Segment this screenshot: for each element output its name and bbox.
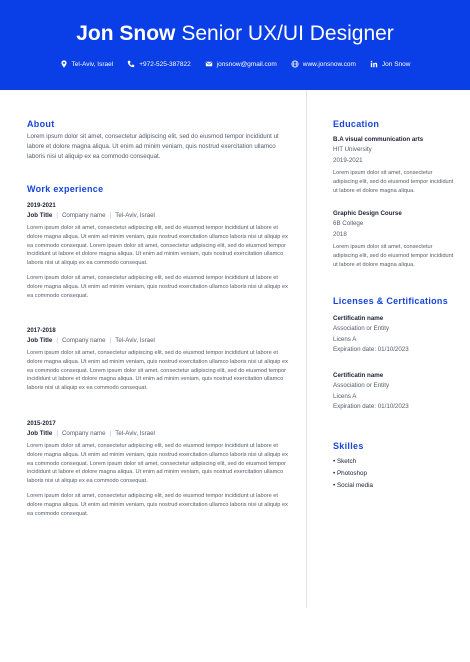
- globe-icon: [291, 60, 299, 68]
- job-description: Lorem ipsum dolor sit amet, consectetur adipiscing elit, sed do eiusmod tempor incididunt ut labore et dolore magna aliqua. Ut enim ad minim veniam, quis nostrud exercitation ullamco laboris nisi ut aliquip ex ea commodo consequat.: [27, 275, 288, 299]
- contact-email-text: jonsnow@gmail.com: [216, 60, 277, 68]
- education-degree: Graphic Design Course: [333, 210, 402, 217]
- job-title: Job Title: [27, 337, 53, 344]
- license-item: [333, 315, 458, 356]
- job-location: Tel-Aviv, Israel: [115, 337, 155, 344]
- separator: |: [109, 337, 112, 344]
- separator: |: [109, 212, 112, 219]
- about-text: Lorem ipsum dolor sit amet, consectetur adipiscing elit, sed do eiusmod tempor incididunt ut labore et dolore magna aliqua. Ut enim ad minim veniam, quis nostrud exercitation ullamco laboris nisi ut aliquip ex ea commodo consequat.: [27, 133, 279, 160]
- job-description: Lorem ipsum dolor sit amet, consectetur adipiscing elit, sed do eiusmod tempor incididunt ut labore et dolore magna aliqua. Ut enim ad minim veniam, quis nostrud exercitation ullamco laboris nisi ut aliquip ex ea commodo consequat. Lorem ipsum dolor sit amet, consectetur adipiscing elit, sed do eiusmod tempor incididunt ut labore et dolore magna aliqua. Ut enim ad minim veniam, quis nostrud exercitation ullamco laboris nisi ut aliquip ex ea commodo consequat.: [27, 350, 288, 392]
- education-school: 6B College: [333, 220, 364, 227]
- job-company: Company name: [61, 337, 106, 344]
- job-dates: 2017-2018: [27, 328, 56, 334]
- license-expiration: Expiration date: 01/10/2023: [333, 403, 409, 411]
- contact-linkedin: [370, 60, 411, 68]
- about-section: [27, 119, 289, 162]
- name-row: [0, 22, 470, 46]
- job-entry: [27, 328, 289, 393]
- contact-website: [291, 60, 356, 68]
- job-description: Lorem ipsum dolor sit amet, consectetur adipiscing elit, sed do eiusmod tempor incididunt ut labore et dolore magna aliqua. Ut enim ad minim veniam, quis nostrud exercitation ullamco laboris nisi ut aliquip ex ea commodo consequat. Lorem ipsum dolor sit amet, consectetur adipiscing elit, sed do eiusmod tempor incididunt ut labore et dolore magna aliqua. Ut enim ad minim veniam, quis nostrud exercitation ullamco laboris nisi ut aliquip ex ea commodo consequat.: [27, 225, 288, 267]
- job-location: Tel-Aviv, Israel: [115, 430, 155, 437]
- education-years: 2018: [333, 230, 347, 238]
- education-text: Lorem ipsum dolor sit amet, consectetur adipiscing elit, sed do eiusmod tempor incididunt ut labore et dolore magna aliqua.: [333, 170, 454, 194]
- license-issuer: Association or Entity: [333, 382, 390, 389]
- column-divider: [306, 90, 307, 608]
- about-heading: About: [27, 119, 55, 129]
- separator: |: [56, 212, 58, 219]
- licenses-section: [333, 296, 463, 306]
- job-description: Lorem ipsum dolor sit amet, consectetur adipiscing elit, sed do eiusmod tempor incididunt ut labore et dolore magna aliqua. Ut enim ad minim veniam, quis nostrud exercitation ullamco laboris nisi ut aliquip ex ea commodo consequat. Lorem ipsum dolor sit amet, consectetur adipiscing elit, sed do eiusmod tempor incididunt ut labore et dolore magna aliqua. Ut enim ad minim veniam, quis nostrud exercitation ullamco laboris nisi ut aliquip ex ea commodo consequat.: [27, 443, 288, 485]
- contact-website-text: www.jonsnow.com: [302, 60, 356, 68]
- job-dates: 2019-2021: [27, 203, 56, 209]
- skill-item: • Social media: [333, 481, 374, 489]
- contact-bar: [0, 60, 470, 68]
- job-title: Job Title: [27, 212, 53, 219]
- job-company: Company name: [61, 212, 106, 219]
- contact-linkedin-text: Jon Snow: [381, 60, 411, 68]
- job-company: Company name: [61, 430, 106, 437]
- license-name: Certificatin name: [333, 372, 384, 379]
- job-meta: [27, 212, 289, 219]
- contact-phone: [127, 60, 191, 68]
- job-meta: [27, 337, 289, 344]
- license-type: Licens A: [333, 335, 357, 343]
- job-entry: [27, 203, 289, 301]
- separator: |: [56, 337, 58, 344]
- separator: |: [109, 430, 112, 437]
- candidate-role: Senior UX/UI Designer: [181, 22, 394, 45]
- job-meta: [27, 430, 289, 437]
- phone-icon: [127, 60, 135, 68]
- work-heading: Work experience: [27, 184, 104, 194]
- education-degree: B.A visual communication arts: [333, 136, 424, 143]
- job-description: Lorem ipsum dolor sit amet, consectetur adipiscing elit, sed do eiusmod tempor incididunt ut labore et dolore magna aliqua. Ut enim ad minim veniam, quis nostrud exercitation ullamco laboris nisi ut aliquip ex ea commodo consequat.: [27, 493, 288, 517]
- contact-phone-text: +972-525-387822: [139, 60, 191, 68]
- skills-heading: Skilles: [333, 441, 364, 451]
- job-dates: 2015-2017: [27, 421, 56, 427]
- skills-list: [333, 456, 458, 492]
- education-years: 2019-2021: [333, 156, 363, 164]
- education-text: Lorem ipsum dolor sit amet, consectetur adipiscing elit, sed do eiusmod tempor incididunt ut labore et dolore magna aliqua.: [333, 244, 454, 268]
- education-section: [333, 119, 458, 129]
- separator: |: [56, 430, 58, 437]
- resume-header: [0, 0, 470, 90]
- skill-item: • Sketch: [333, 458, 357, 465]
- job-entry: [27, 421, 289, 519]
- job-title: Job Title: [27, 430, 53, 437]
- candidate-name: Jon Snow: [76, 22, 176, 45]
- education-school: HIT University: [333, 146, 372, 153]
- license-issuer: Association or Entity: [333, 325, 390, 332]
- skill-item: • Photoshop: [333, 469, 368, 477]
- linkedin-icon: [370, 60, 378, 68]
- location-pin-icon: [60, 60, 68, 68]
- skills-section: [333, 441, 458, 492]
- education-item: [333, 210, 458, 270]
- contact-email: [205, 60, 277, 68]
- education-item: [333, 136, 458, 196]
- contact-location: [60, 60, 114, 68]
- job-location: Tel-Aviv, Israel: [115, 212, 155, 219]
- email-icon: [205, 60, 213, 68]
- education-heading: Education: [333, 119, 380, 129]
- license-type: Licens A: [333, 392, 357, 400]
- work-section: [27, 184, 289, 194]
- license-expiration: Expiration date: 01/10/2023: [333, 346, 409, 354]
- license-item: [333, 372, 458, 413]
- contact-location-text: Tel-Aviv, Israel: [71, 60, 114, 68]
- license-name: Certificatin name: [333, 315, 384, 322]
- licenses-heading: Licenses & Certifications: [333, 296, 449, 306]
